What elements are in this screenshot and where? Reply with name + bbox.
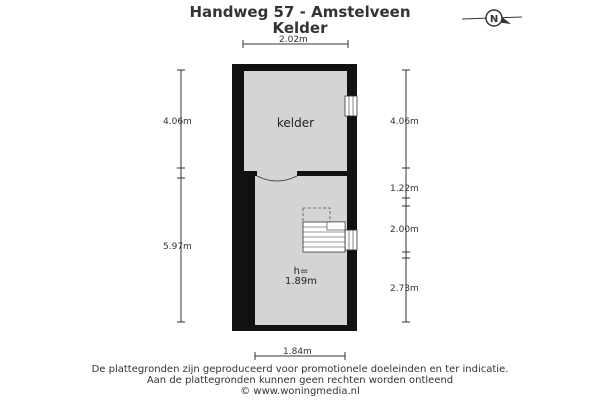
room-height-label: h= [293, 266, 309, 277]
footer-line-2: Aan de plattegronden kunnen geen rechten worden ontleend [146, 375, 454, 386]
dimension-left [177, 70, 185, 322]
compass-icon [462, 10, 522, 26]
dim-right-3: 2.00m [390, 225, 419, 235]
dim-right-4: 2.73m [390, 284, 419, 294]
room-label-kelder: kelder [276, 116, 315, 130]
dim-left-upper: 4.06m [163, 117, 192, 127]
door-opening [257, 171, 297, 176]
window-lower [345, 230, 357, 250]
dim-top-width: 2.02m [279, 35, 308, 45]
dim-right-1: 4.06m [390, 117, 419, 127]
compass-letter: N [489, 14, 499, 25]
page-subtitle: Kelder [272, 19, 328, 37]
dim-bottom-width: 1.84m [283, 347, 312, 357]
room-height-value: 1.89m [284, 276, 317, 287]
dim-right-2: 1.22m [390, 184, 419, 194]
window-upper [345, 96, 357, 116]
page-title: Handweg 57 - Amstelveen [189, 3, 411, 21]
footer-line-3: © www.woningmedia.nl [240, 386, 360, 397]
dim-left-lower: 5.97m [163, 242, 192, 252]
footer-line-1: De plattegronden zijn geproduceerd voor promotionele doeleinden en ter indicatie. [91, 364, 509, 375]
